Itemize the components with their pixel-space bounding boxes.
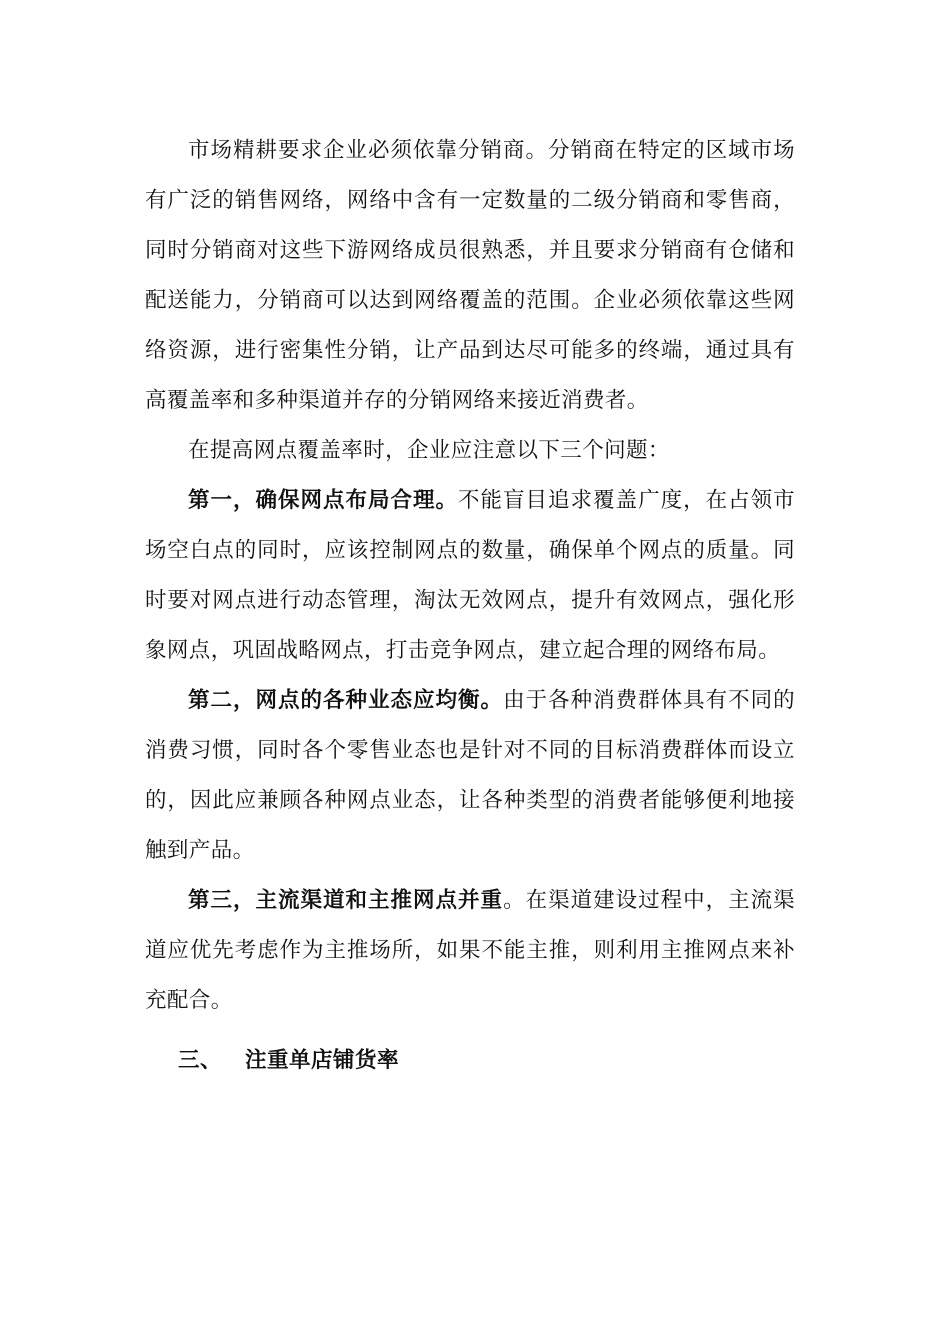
body-text <box>145 126 795 1026</box>
section-heading-number: 三、 <box>178 1048 223 1073</box>
paragraph-2-text: 在提高网点覆盖率时，企业应注意以下三个问题： <box>188 438 670 463</box>
paragraph-3-text: 不能盲目追求覆盖广度，在占领市场空白点的同时，应该控制网点的数量，确保单个网点的质量。同时要对网点进行动态管理，淘汰无效网点，提升有效网点，强化形象网点，巩固战略网点，打击竞争网点，建立起合理的网络布局。 <box>145 488 795 663</box>
paragraph-3-lead: 第一，确保网点布局合理。 <box>188 488 459 513</box>
paragraph-4-text: 由于各种消费群体具有不同的消费习惯，同时各个零售业态也是针对不同的目标消费群体而设立的，因此应兼顾各种网点业态，让各种类型的消费者能够便利地接触到产品。 <box>145 688 796 863</box>
paragraph-4-lead: 第二，网点的各种业态应均衡。 <box>188 688 504 713</box>
paragraph-4 <box>145 676 795 876</box>
section-heading <box>178 1036 399 1086</box>
paragraph-3 <box>145 476 795 676</box>
paragraph-1-text: 市场精耕要求企业必须依靠分销商。分销商在特定的区域市场有广泛的销售网络，网络中含有一定数量的二级分销商和零售商，同时分销商对这些下游网络成员很熟悉，并且要求分销商有仓储和配送能力，分销商可以达到网络覆盖的范围。企业必须依靠这些网络资源，进行密集性分销，让产品到达尽可能多的终端，通过具有高覆盖率和多种渠道并存的分销网络来接近消费者。 <box>145 138 795 413</box>
paragraph-5-lead: 第三，主流渠道和主推网点并重 <box>188 888 504 913</box>
paragraph-2 <box>145 426 795 476</box>
paragraph-5 <box>145 876 795 1026</box>
paragraph-5-text: 。在渠道建设过程中，主流渠道应优先考虑作为主推场所，如果不能主推，则利用主推网点来补充配合。 <box>145 888 796 1013</box>
paragraph-1 <box>145 126 795 426</box>
section-heading-title: 注重单店铺货率 <box>245 1048 400 1073</box>
